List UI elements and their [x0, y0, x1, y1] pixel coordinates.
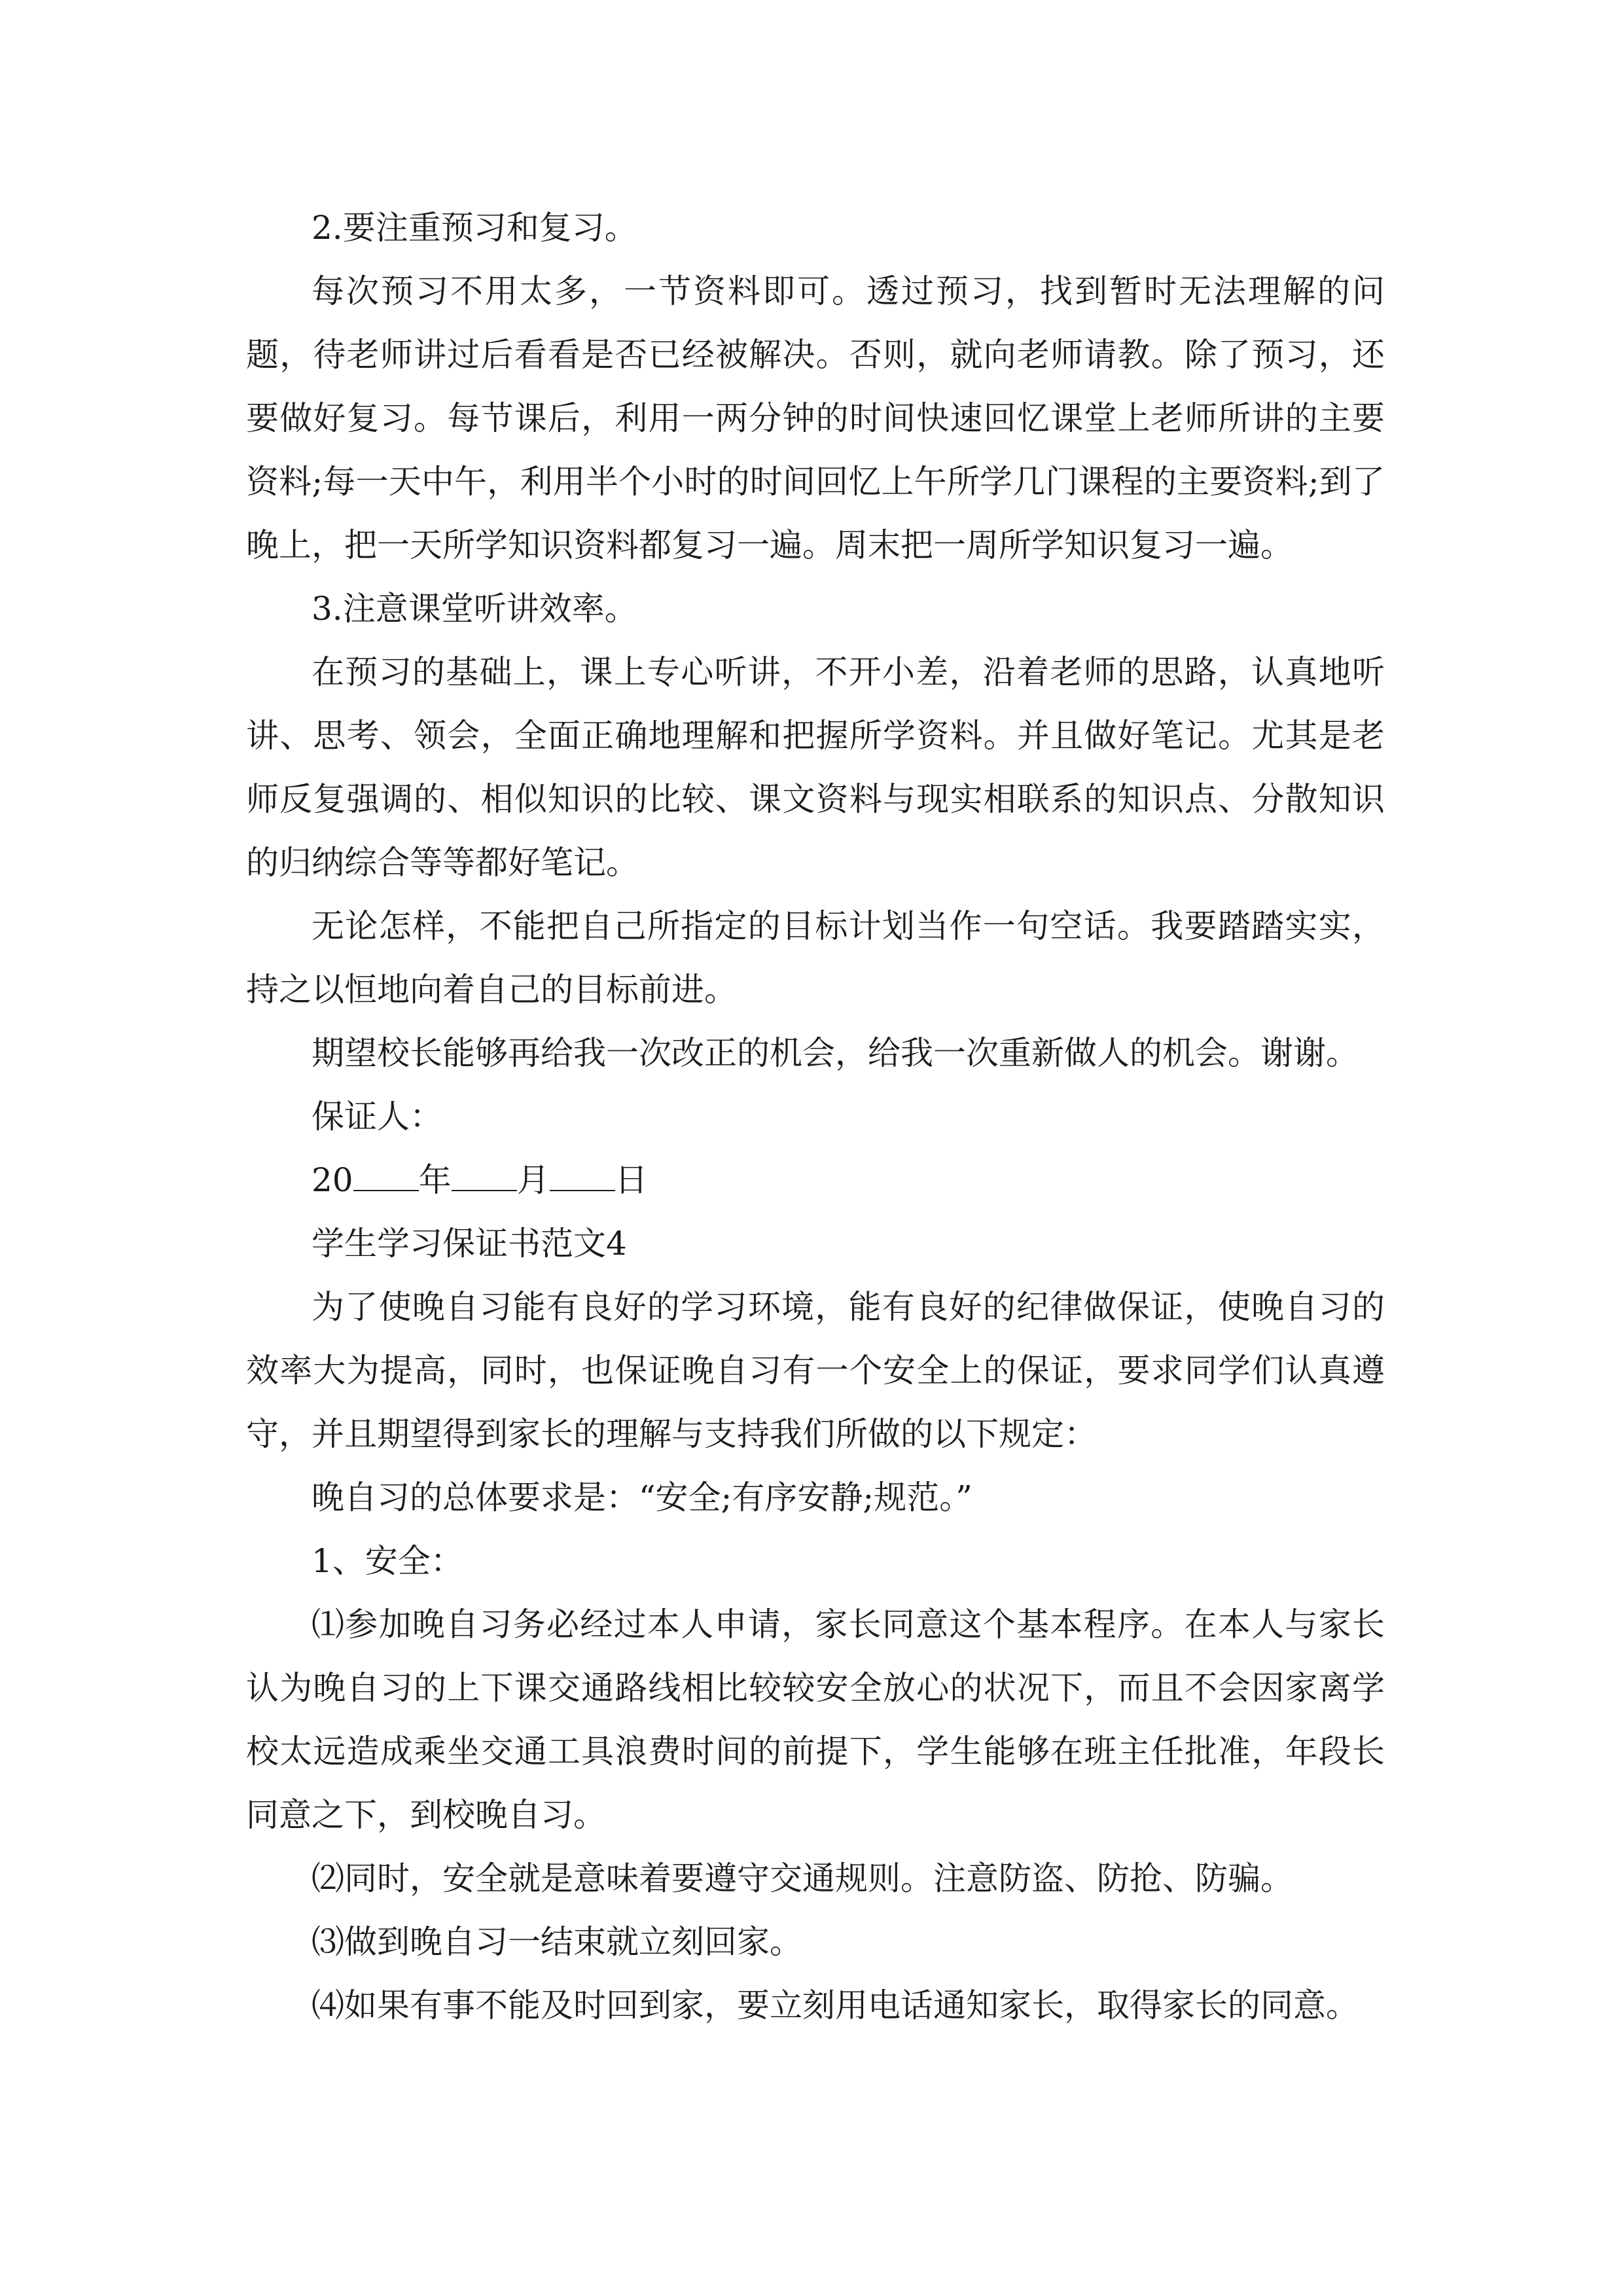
section-title-sample-4: 学生学习保证书范文4 — [312, 1225, 627, 1263]
date-blank-month — [452, 1157, 517, 1191]
date-prefix: 20 — [312, 1161, 353, 1199]
list-item-safety-3: ⑶做到晚自习一结束就立刻回家。 — [312, 1923, 802, 1961]
document-body — [246, 196, 1385, 2037]
date-year-label: 年 — [418, 1161, 452, 1199]
date-blank-day — [550, 1157, 615, 1191]
list-item-safety-1: ⑴参加晚自习务必经过本人申请，家长同意这个基本程序。在本人与家长认为晚自习的上下课交通路线相比较较安全放心的状况下，而且不会因家离学校太远造成乘坐交通工具浪费时间的前提下，学生能够在班主任批准，年段长同意之下，到校晚自习。 — [246, 1605, 1385, 1834]
list-item-safety-2: ⑵同时，安全就是意味着要遵守交通规则。注意防盗、防抢、防骗。 — [312, 1859, 1293, 1897]
date-line — [246, 1149, 1385, 1212]
guarantor-label: 保证人： — [312, 1098, 442, 1136]
heading-preview-review: 2.要注重预习和复习。 — [312, 209, 637, 247]
paragraph-overall-requirement: 晚自习的总体要求是：“安全;有序安静;规范。” — [312, 1479, 972, 1516]
date-month-label: 月 — [516, 1161, 550, 1199]
paragraph-evening-study-intro: 为了使晚自习能有良好的学习环境，能有良好的纪律做保证，使晚自习的效率大为提高，同时，也保证晚自习有一个安全上的保证，要求同学们认真遵守，并且期望得到家长的理解与支持我们所做的以下规定： — [246, 1288, 1385, 1453]
date-day-label: 日 — [615, 1161, 648, 1199]
list-item-safety-4: ⑷如果有事不能及时回到家，要立刻用电话通知家长，取得家长的同意。 — [312, 1986, 1359, 2024]
date-blank-year — [353, 1157, 419, 1191]
paragraph-request-chance: 期望校长能够再给我一次改正的机会，给我一次重新做人的机会。谢谢。 — [312, 1034, 1359, 1072]
heading-class-efficiency: 3.注意课堂听讲效率。 — [312, 590, 637, 628]
paragraph-goal-commitment: 无论怎样，不能把自己所指定的目标计划当作一句空话。我要踏踏实实，持之以恒地向着自己的目标前进。 — [246, 907, 1385, 1009]
paragraph-class-efficiency: 在预习的基础上，课上专心听讲，不开小差，沿着老师的思路，认真地听讲、思考、领会，全面正确地理解和把握所学资料。并且做好笔记。尤其是老师反复强调的、相似知识的比较、课文资料与现实相联系的知识点、分散知识的归纳综合等等都好笔记。 — [246, 653, 1385, 882]
heading-safety: 1、安全： — [312, 1542, 463, 1580]
paragraph-preview-review: 每次预习不用太多，一节资料即可。透过预习，找到暂时无法理解的问题，待老师讲过后看看是否已经被解决。否则，就向老师请教。除了预习，还要做好复习。每节课后，利用一两分钟的时间快速回忆课堂上老师所讲的主要资料;每一天中午，利用半个小时的时间回忆上午所学几门课程的主要资料;到了晚上，把一天所学知识资料都复习一遍。周末把一周所学知识复习一遍。 — [246, 272, 1385, 564]
